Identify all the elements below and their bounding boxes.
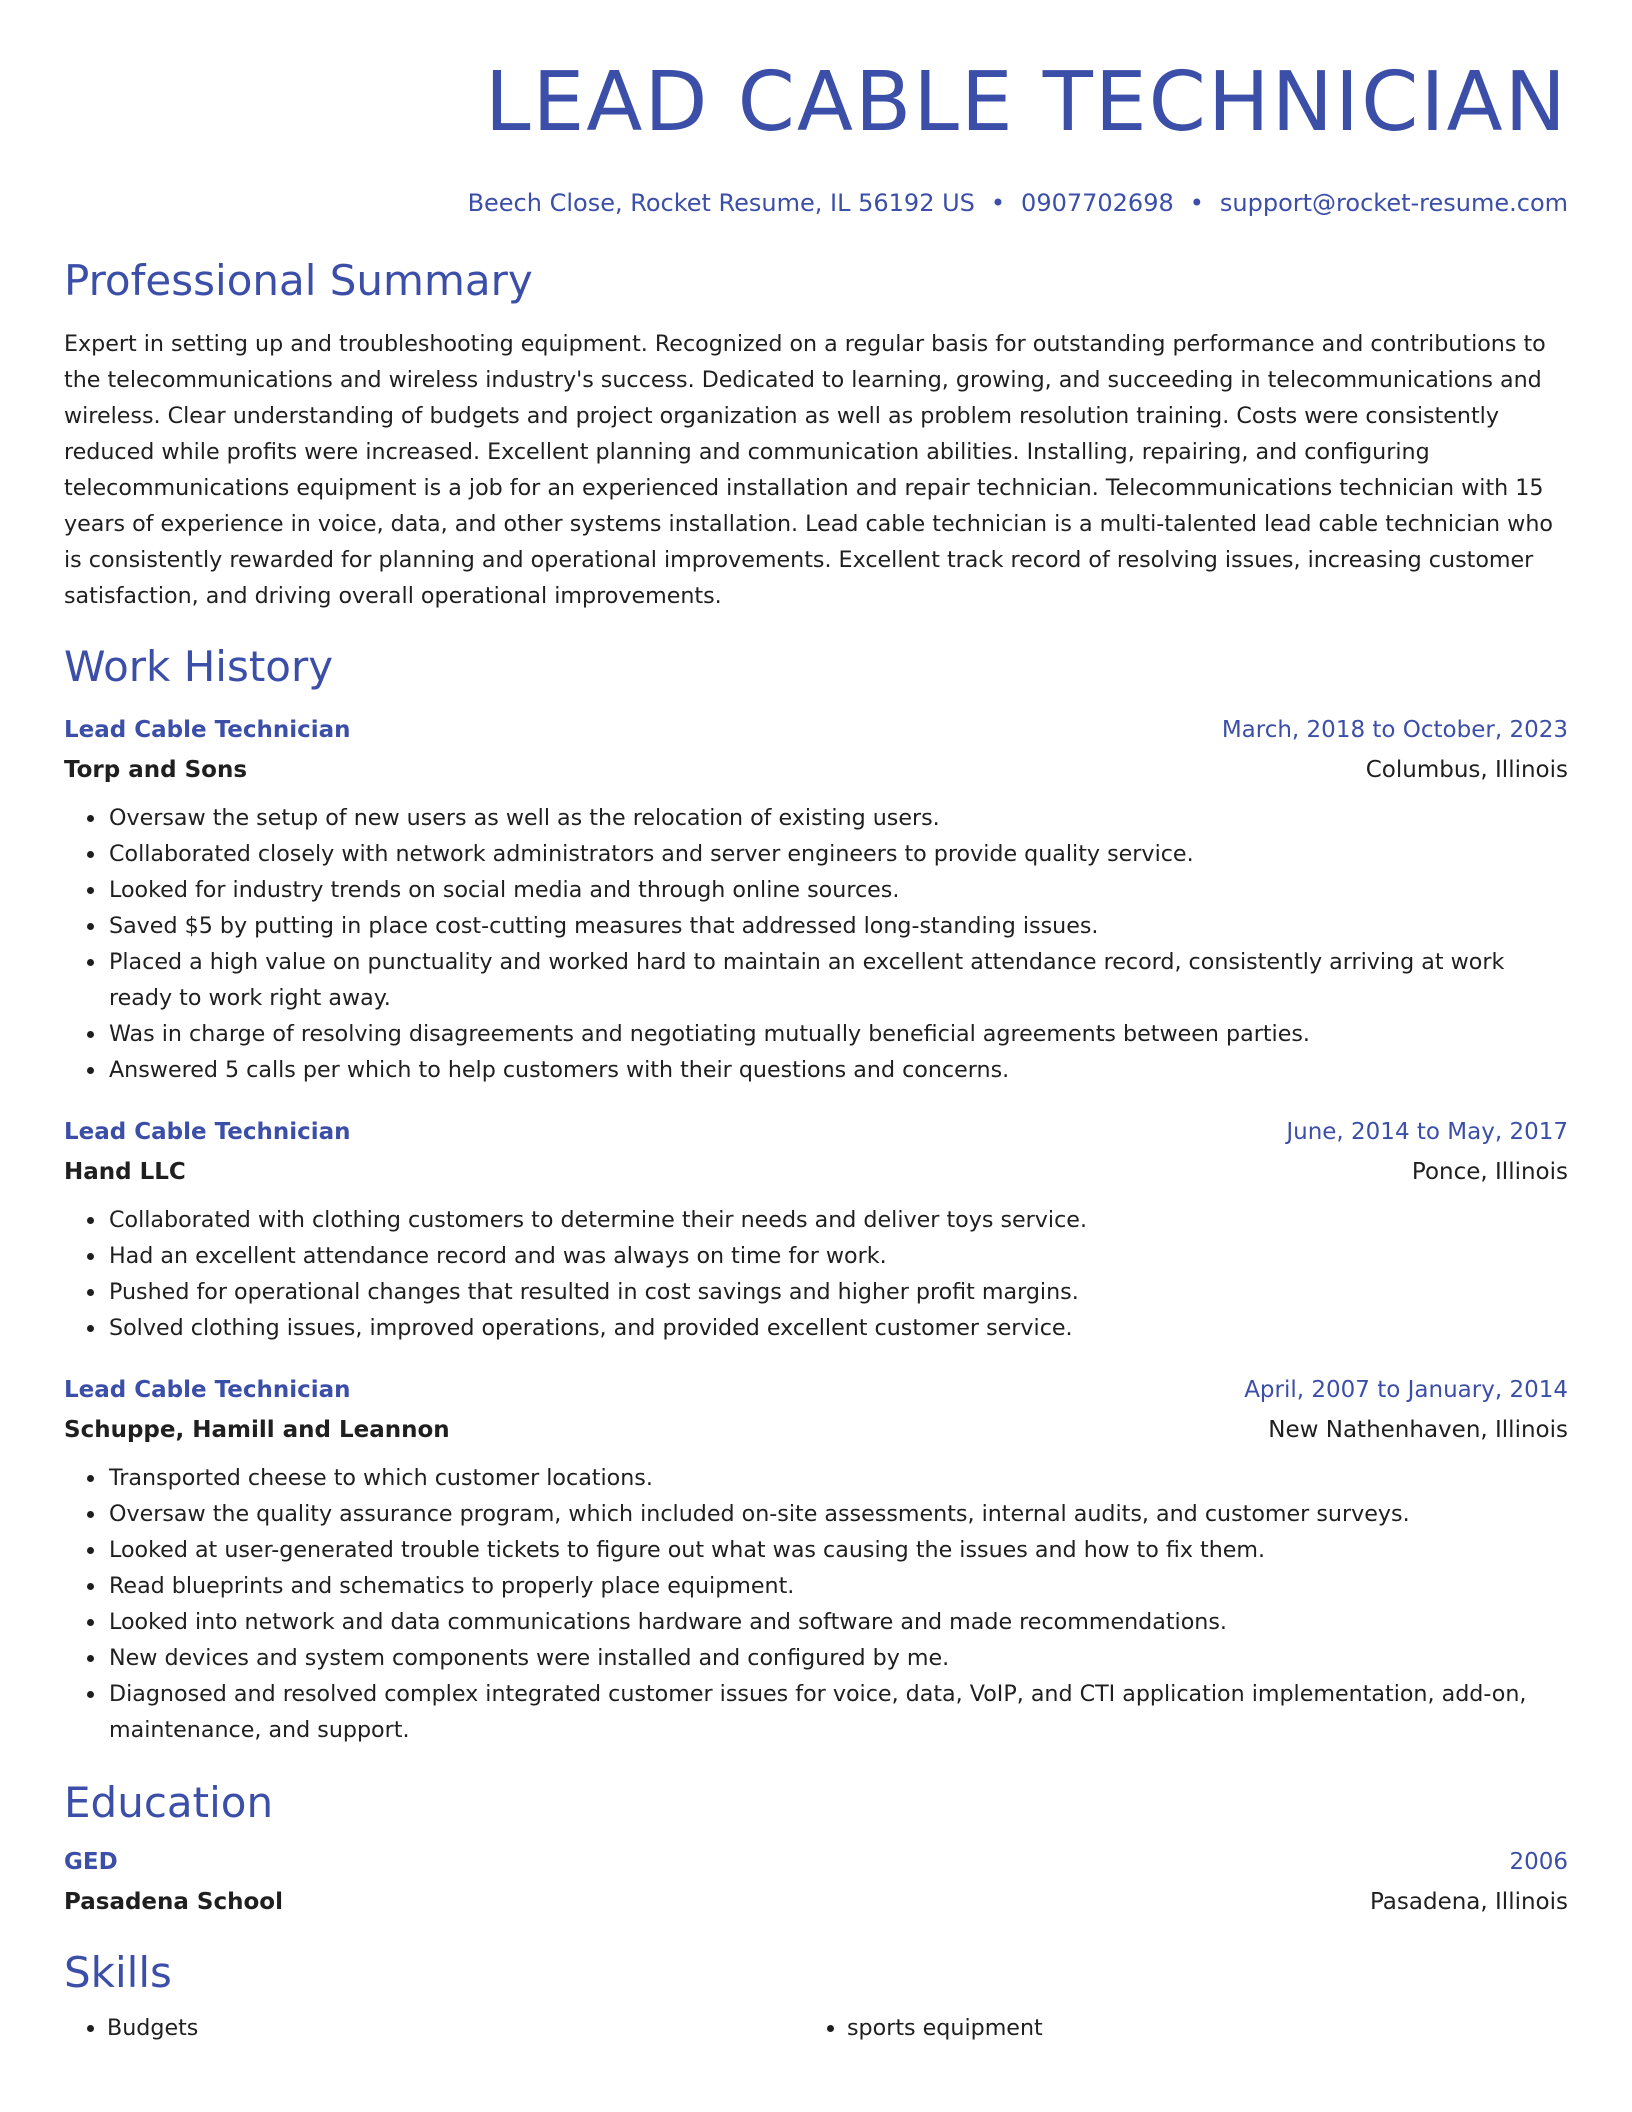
job-bullet-list xyxy=(64,800,1568,1088)
skills-list xyxy=(64,2010,1568,2046)
skill-item: • sports equipment xyxy=(847,2010,1544,2046)
work-history-heading: Work History xyxy=(64,642,334,691)
contact-separator: • xyxy=(990,189,1006,217)
skills-heading: Skills xyxy=(64,1948,172,1997)
job-entry xyxy=(64,1116,1568,1346)
education-year: 2006 xyxy=(1509,1849,1568,1875)
education-location: Pasadena, Illinois xyxy=(1369,1889,1568,1915)
job-entry xyxy=(64,714,1568,1088)
education-heading: Education xyxy=(64,1778,274,1827)
job-bullet: • Answered 5 calls per which to help customers with their questions and concerns. xyxy=(107,1052,1568,1088)
skills-column-right xyxy=(804,2010,1544,2046)
job-bullet: • New devices and system components were installed and configured by me. xyxy=(107,1640,1568,1676)
job-bullet: • Pushed for operational changes that resulted in cost savings and higher profit margins. xyxy=(107,1274,1568,1310)
contact-phone: 0907702698 xyxy=(1021,189,1174,217)
job-dates: March, 2018 to October, 2023 xyxy=(1221,717,1568,743)
contact-email[interactable]: support@rocket-resume.com xyxy=(1219,189,1568,217)
summary-heading: Professional Summary xyxy=(64,256,533,305)
job-bullet-list xyxy=(64,1202,1568,1346)
job-location: New Nathenhaven, Illinois xyxy=(1268,1417,1568,1443)
job-bullet: • Diagnosed and resolved complex integrated customer issues for voice, data, VoIP, and CTI application implementation, add-on, maintenance, and support. xyxy=(107,1676,1568,1748)
job-employer: Hand LLC xyxy=(64,1159,186,1185)
education-degree: GED xyxy=(64,1849,118,1875)
job-bullet: • Was in charge of resolving disagreements and negotiating mutually beneficial agreements between parties. xyxy=(107,1016,1568,1052)
job-location: Ponce, Illinois xyxy=(1411,1159,1568,1185)
job-title: Lead Cable Technician xyxy=(64,717,351,743)
job-title: Lead Cable Technician xyxy=(64,1377,351,1403)
job-location: Columbus, Illinois xyxy=(1365,757,1568,783)
job-bullet-list xyxy=(64,1460,1568,1748)
job-bullet: • Had an excellent attendance record and was always on time for work. xyxy=(107,1238,1568,1274)
job-bullet: • Collaborated closely with network administrators and server engineers to provide quality service. xyxy=(107,836,1568,872)
job-bullet: • Collaborated with clothing customers to determine their needs and deliver toys service. xyxy=(107,1202,1568,1238)
education-school: Pasadena School xyxy=(64,1889,283,1915)
job-bullet: • Transported cheese to which customer locations. xyxy=(107,1460,1568,1496)
skills-column-left xyxy=(64,2010,804,2046)
job-bullet: • Oversaw the setup of new users as well as the relocation of existing users. xyxy=(107,800,1568,836)
job-dates: June, 2014 to May, 2017 xyxy=(1286,1119,1568,1145)
job-employer: Torp and Sons xyxy=(64,757,248,783)
job-bullet: • Saved $5 by putting in place cost-cutting measures that addressed long-standing issues. xyxy=(107,908,1568,944)
education-entry xyxy=(64,1846,1568,1918)
job-title: Lead Cable Technician xyxy=(64,1119,351,1145)
contact-separator: • xyxy=(1189,189,1204,217)
job-bullet: • Read blueprints and schematics to properly place equipment. xyxy=(107,1568,1568,1604)
contact-line xyxy=(64,188,1568,218)
job-dates: April, 2007 to January, 2014 xyxy=(1244,1377,1568,1403)
summary-text: Expert in setting up and troubleshooting equipment. Recognized on a regular basis for outstanding performance and contributions to the telecommunications and wireless industry's success. Dedicated to learning, growing, and succeeding in telecommunications and wireless. Clear understanding of budgets and project organization as well as problem resolution training. Costs were consistently reduced while profits were increased. Excellent planning and communication abilities. Installing, repairing, and configuring telecommunications equipment is a job for an experienced installation and repair technician. Telecommunications technician with 15 years of experience in voice, data, and other systems installation. Lead cable technician is a multi-talented lead cable technician who is consistently rewarded for planning and operational improvements. Excellent track record of resolving issues, increasing customer satisfaction, and driving overall operational improvements. xyxy=(64,331,1553,609)
job-bullet: • Looked at user-generated trouble tickets to figure out what was causing the issues and how to fix them. xyxy=(107,1532,1568,1568)
contact-address: Beech Close, Rocket Resume, IL 56192 US xyxy=(467,189,975,217)
job-bullet: • Solved clothing issues, improved operations, and provided excellent customer service. xyxy=(107,1310,1568,1346)
job-bullet: • Looked for industry trends on social media and through online sources. xyxy=(107,872,1568,908)
resume-name: LEAD CABLE TECHNICIAN xyxy=(484,55,1568,150)
job-bullet: • Looked into network and data communications hardware and software and made recommendations. xyxy=(107,1604,1568,1640)
job-employer: Schuppe, Hamill and Leannon xyxy=(64,1417,450,1443)
skill-item: • Budgets xyxy=(107,2010,804,2046)
job-entry xyxy=(64,1374,1568,1748)
job-bullet: • Oversaw the quality assurance program, which included on-site assessments, internal audits, and customer surveys. xyxy=(107,1496,1568,1532)
job-bullet: • Placed a high value on punctuality and worked hard to maintain an excellent attendance record, consistently arriving at work ready to work right away. xyxy=(107,944,1568,1016)
